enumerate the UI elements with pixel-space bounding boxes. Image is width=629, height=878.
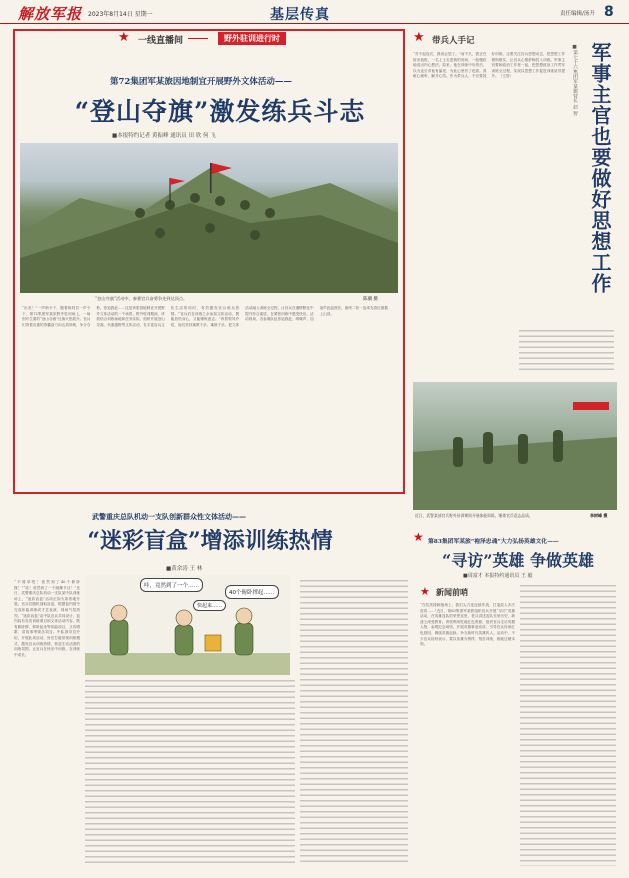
section-title: 基层传真 (270, 7, 330, 23)
story2-headline: “迷彩盲盒”增添训练热情 (87, 528, 333, 554)
mountain-photo-art (20, 143, 398, 293)
photo2-credit: 李树峰 摄 (590, 513, 608, 518)
story2-bottom-cols (85, 680, 295, 866)
photo2-caption: 近日，武警某部官兵野外驻训期间开展体能训练，锤炼官兵意志品质。 (415, 513, 533, 518)
story3-body: “在抗美援朝战场上，我们尖刀连连续作战，打退敌人多次进攻……”近日，第83集团军某旅组织官兵开展“寻访”英雄活动，在英雄连队的荣誉室里，老兵讲述连队光荣历史，新战士深受教育。该旅利用驻地红色资源，组织官兵走访英模人物，参观纪念场馆，开展英雄事迹宣讲，引导官兵传承红色基因，赓续英雄血脉，争当新时代英雄传人。活动中，不少官兵纷纷表示，要以英雄为榜样，刻苦训练，练就过硬本领。 (420, 603, 515, 647)
speech-bubble-1: 哇，竟然到了一个…… (140, 578, 203, 592)
column1-author: ■第七十六集团军某旅营长 赵 智 (572, 45, 577, 116)
story2-right-cols (300, 580, 408, 866)
story2-kicker: 武警重庆总队机动一支队创新群众性文体活动—— (92, 512, 246, 521)
column1-label: 带兵人手记 (432, 36, 475, 46)
story2-byline: ■黄余涛 王 林 (166, 566, 203, 572)
story3-byline: ■周富才 本报特约通讯员 王 毅 (463, 573, 533, 579)
column1-title: 军事主官也要做好思想工作 (588, 42, 612, 294)
photo2 (413, 382, 617, 510)
speech-bubble-2: 40个俯卧撑起…… (225, 585, 279, 599)
news-subhead: 新闻前哨 (436, 587, 468, 597)
story1-credit: 陈潮 摄 (363, 297, 378, 302)
story1-byline: ■本报特约记者 黄振峰 通讯员 田 欣 何 飞 (112, 133, 216, 139)
story1-headline: “登山夺旗”激发练兵斗志 (74, 97, 366, 126)
star-icon: ★ (413, 530, 424, 544)
column1-body: “对不起连长，我误会您了。”前不久，我正在宿舍值班，一名上士走进我的房间，一脸愧疚地说出内心想法。原来，他在训练中负伤后，以为连长对他有偏见，为此心里有了疙瘩。我耐心倾听、解开心结。作为带兵人，不仅要抓好训练，还要关注官兵思想动态，把思想工作做细做实，让官兵心情舒畅投入训练。军事主官要和政治工作者一起，把思想政治工作贯穿训练全过程，实现以思想工作促进训练质效提升。（王智） (413, 52, 565, 79)
speech-bubble-3: 快起来…… (193, 600, 226, 611)
column1-header (413, 32, 553, 46)
header-rule (188, 38, 208, 39)
column-name: 一线直播间 (138, 36, 184, 46)
star-icon: ★ (413, 30, 425, 45)
issue-date: 2023年8月14日 星期一 (88, 11, 153, 18)
star-icon: ★ (420, 585, 430, 598)
column1-body-continued (519, 330, 614, 373)
story3-headline: “寻访”英雄 争做英雄 (442, 551, 594, 570)
story1-kicker: 第72集团军某旅因地制宜开展野外文体活动—— (110, 77, 292, 87)
story1-caption: “登山夺旗”活动中，参赛官兵奋勇争先到达顶点。 (95, 296, 188, 301)
news-tag (420, 586, 510, 600)
story3-right-col (520, 585, 616, 866)
column-header (118, 32, 398, 46)
training-photo-art (413, 382, 617, 510)
tag-badge: 野外驻训进行时 (218, 32, 286, 45)
page-number: 8 (604, 4, 614, 20)
paper-logo: 解放军报 (18, 5, 83, 23)
story2-left-col: “不简单吧！竟然到了40个俯卧撑！”“哇！竟然到了一个跳舞节目！”近日，武警重庆总队机动一支队某中队训练场上，“迷彩盲盒”活动正如火如荼地开展。官兵们随机抽取盲盒，根据盒内指令完成体能训练或才艺表演，现场气氛热烈。“迷彩盲盒”由中队官兵共同设计，盒内装有各类训练课目和文体活动内容，既有俯卧撑、仰卧起坐等体能项目，又有唱歌、讲故事等娱乐项目。中队指导员介绍，开展此项活动，旨在打破常规训练模式，激发官兵训练热情，营造生动活泼的训练氛围，让官兵在快乐中训练、在训练中成长。 (14, 580, 80, 657)
cartoon-illustration (85, 575, 290, 675)
masthead (0, 0, 629, 24)
page-editor: 责任编辑/汤升 (560, 11, 595, 17)
story1-photo (20, 143, 398, 293)
story1-body: “出发！”一声哨令下，随着裁判员一声令下，第72集团军某旅野外驻训场上，一场别开生面的“登山夺旗”比赛火热展开。官兵们背着沉重的背囊奋力向山顶冲刺，争分夺秒，你追我赶……这是该旅因地制宜开展野外文体活动的一个场景。野外驻训期间，该旅结合训练场地和任务实际，组织开展登山夺旗、负重越野等文体活动，在丰富官兵文化生活的同时，有效激发官兵练兵热情。“官兵们在训练之余参加文体活动，既能放松身心，又能锤炼意志。”该旅领导介绍，他们坚持寓教于乐、寓练于乐，把文体活动融入训练全过程，让官兵在潜移默化中提升综合素质，在紧张训练中感受快乐。活动现场，各参赛队伍你追我赶，呐喊声、加油声此起彼伏，最终二营一连率先将红旗插上山顶。 (22, 306, 388, 327)
story3-kicker: 第83集团军某旅“袍泽忠魂”大力弘扬英雄文化—— (428, 539, 559, 545)
star-icon: ★ (118, 30, 130, 45)
